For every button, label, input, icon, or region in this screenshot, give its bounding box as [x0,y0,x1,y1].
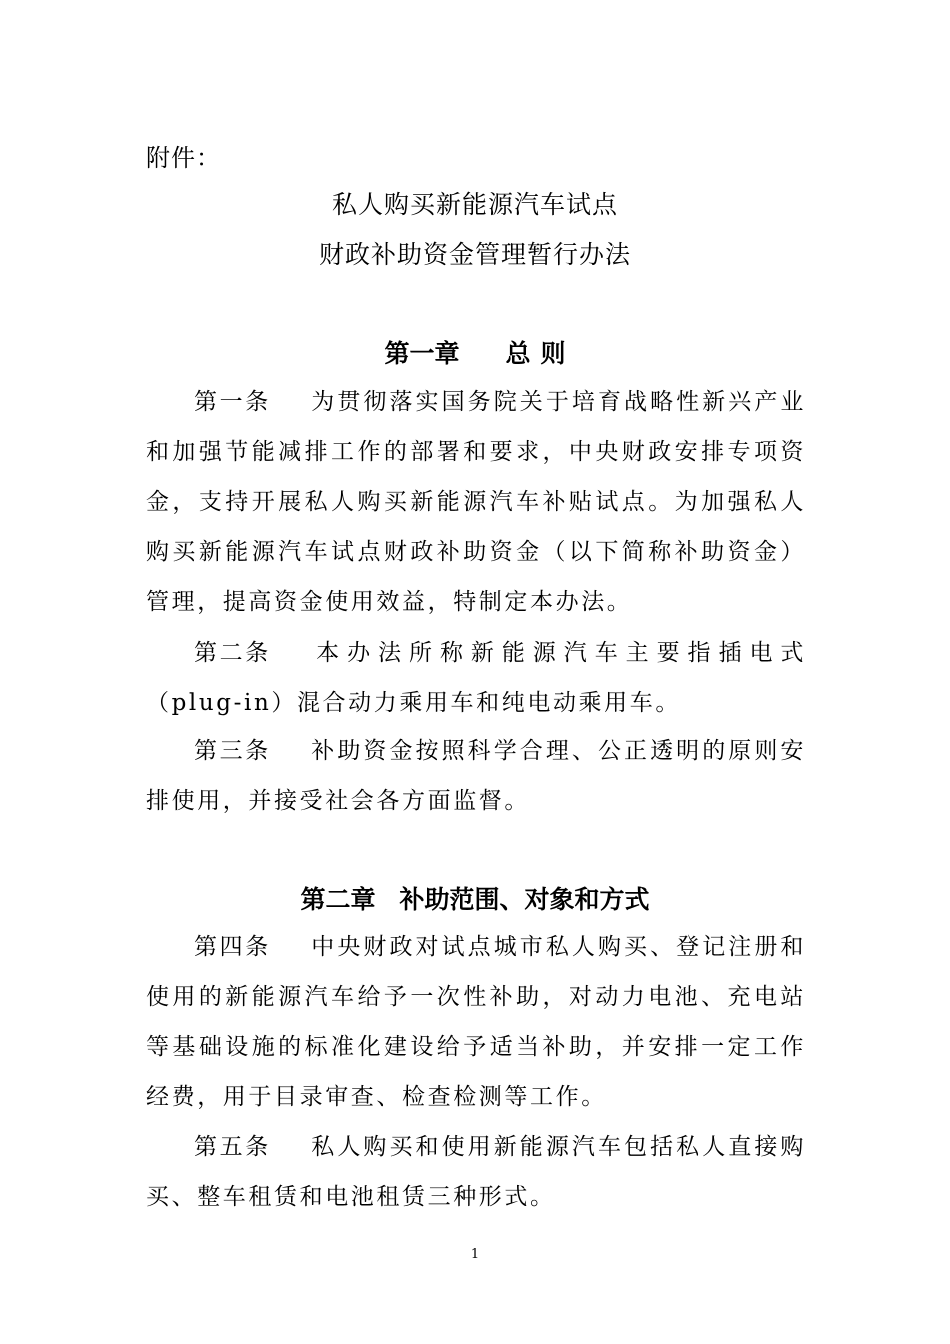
article-5 [146,1122,806,1222]
article-text: 补助资金按照科学合理、公正透明的原则安排使用，并接受社会各方面监督。 [146,738,806,814]
document-title-line2: 财政补助资金管理暂行办法 [318,240,631,269]
page-number: 1 [470,1247,480,1262]
chapter-heading-2 [0,880,950,916]
attachment-label: 附件： [146,144,221,172]
chapter-number: 第一章 [384,339,460,368]
article-1 [146,377,806,627]
article-label: 第三条 [194,738,271,764]
article-text: 为贯彻落实国务院关于培育战略性新兴产业和加强节能减排工作的部署和要求，中央财政安排专项资金，支持开展私人购买新能源汽车补贴试点。为加强私人购买新能源汽车试点财政补助资金（以下简称补助资金）管理，提高资金使用效益，特制定本办法。 [146,389,806,615]
article-text: 中央财政对试点城市私人购买、登记注册和使用的新能源汽车给予一次性补助，对动力电池、充电站等基础设施的标准化建设给予适当补助，并安排一定工作经费，用于目录审查、检查检测等工作。 [146,934,806,1110]
chapter-heading-1 [0,334,950,370]
article-2 [146,628,806,728]
chapter-title-part: 则 [540,339,566,368]
article-label: 第二条 [194,640,271,666]
article-text: 本办法所称新能源汽车主要指插电式（plug-in）混合动力乘用车和纯电动乘用车。 [146,640,806,716]
article-label: 第四条 [194,934,271,960]
chapter-number: 第二章 [300,885,376,914]
article-3 [146,726,806,826]
chapter-title-part: 总 [505,339,531,368]
article-label: 第一条 [194,389,271,415]
chapter-title: 补助范围、对象和方式 [399,885,650,914]
article-4 [146,922,806,1122]
article-text: 私人购买和使用新能源汽车包括私人直接购买、整车租赁和电池租赁三种形式。 [146,1134,806,1210]
article-label: 第五条 [194,1134,271,1160]
document-title-line1: 私人购买新能源汽车试点 [331,190,618,219]
